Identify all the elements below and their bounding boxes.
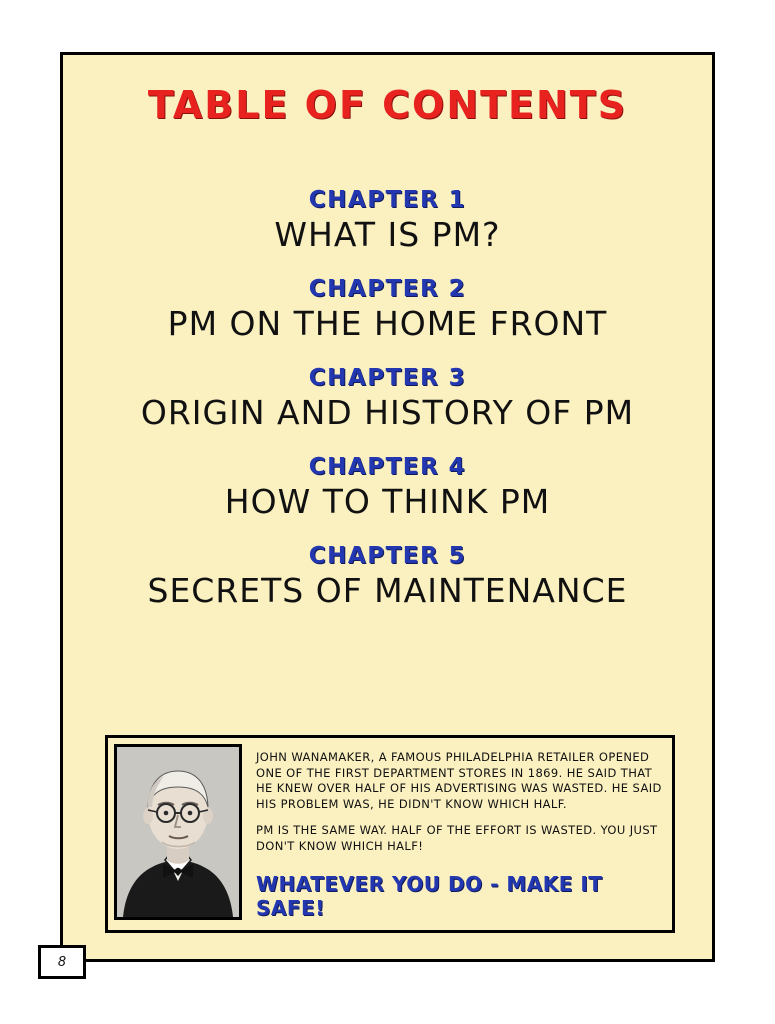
chapter-label: CHAPTER 2 [308, 276, 467, 302]
chapter-title: WHAT IS PM? [274, 215, 501, 254]
document-page [60, 52, 715, 962]
page-number: 8 [57, 954, 67, 970]
list-item[interactable] [93, 454, 682, 521]
chapter-title: PM ON THE HOME FRONT [167, 304, 608, 343]
chapter-label: CHAPTER 3 [308, 365, 467, 391]
callout-text [242, 744, 666, 924]
callout-box [105, 735, 675, 933]
list-item[interactable] [93, 276, 682, 343]
callout-slogan: WHATEVER YOU DO - MAKE IT SAFE! [256, 872, 603, 920]
portrait-frame [114, 744, 242, 920]
page-title: TABLE OF CONTENTS [147, 83, 628, 127]
table-of-contents [63, 187, 712, 610]
list-item[interactable] [93, 187, 682, 254]
chapter-label: CHAPTER 1 [308, 187, 467, 213]
page-number-tab [38, 945, 86, 979]
chapter-label: CHAPTER 4 [308, 454, 467, 480]
chapter-title: ORIGIN AND HISTORY OF PM [140, 393, 635, 432]
list-item[interactable] [93, 543, 682, 610]
list-item[interactable] [93, 365, 682, 432]
callout-paragraph-1: JOHN WANAMAKER, A FAMOUS PHILADELPHIA RETAILER OPENED ONE OF THE FIRST DEPARTMENT STORES IN 1869. HE SAID THAT HE KNEW OVER HALF OF HIS ADVERTISING WAS WASTED. HE SAID HIS PROBLEM WAS, HE DIDN'T KNOW WHICH HALF. [256, 750, 662, 811]
chapter-title: HOW TO THINK PM [224, 482, 551, 521]
chapter-title: SECRETS OF MAINTENANCE [147, 571, 628, 610]
callout-paragraph-2: PM IS THE SAME WAY. HALF OF THE EFFORT IS WASTED. YOU JUST DON'T KNOW WHICH HALF! [256, 823, 658, 853]
chapter-label: CHAPTER 5 [308, 543, 467, 569]
portrait-icon [117, 747, 239, 917]
